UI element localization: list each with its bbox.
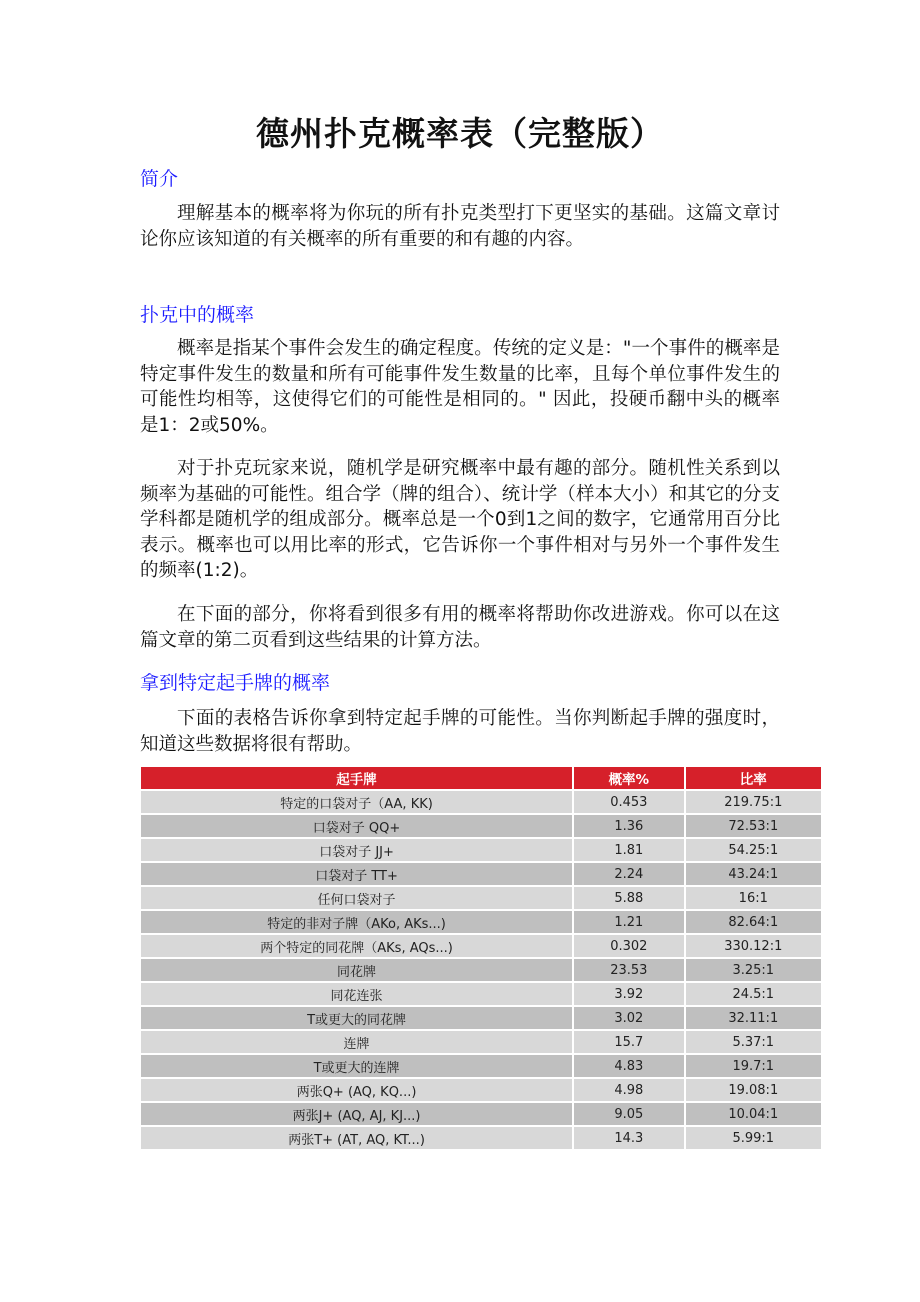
table-body: [141, 791, 821, 1149]
table-row: [141, 863, 821, 885]
cell-probability: 0.302: [574, 935, 685, 957]
table-row: [141, 791, 821, 813]
page-title: 德州扑克概率表（完整版）: [256, 114, 664, 153]
cell-odds: 330.12:1: [686, 935, 821, 957]
cell-probability: 5.88: [574, 887, 685, 909]
cell-hand: T或更大的同花牌: [141, 1007, 574, 1029]
cell-odds: 19.7:1: [686, 1055, 821, 1077]
cell-probability: 1.81: [574, 839, 685, 861]
cell-hand: 两张T+ (AT, AQ, KT...): [141, 1127, 574, 1149]
probability-paragraph-1: 概率是指某个事件会发生的确定程度。传统的定义是："一个事件的概率是特定事件发生的数量和所有可能事件发生数量的比率，且每个单位事件发生的可能性均相等，这使得它们的可能性是相同的。" 因此，投硬币翻中头的概率是1：2或50%。: [140, 338, 780, 436]
cell-hand: 同花牌: [141, 959, 574, 981]
cell-hand: 特定的口袋对子（AA, KK): [141, 791, 574, 813]
cell-odds: 10.04:1: [686, 1103, 821, 1125]
section-heading-intro: 简介: [140, 168, 179, 190]
cell-odds: 32.11:1: [686, 1007, 821, 1029]
table-header-row: [141, 767, 821, 789]
intro-paragraph: 理解基本的概率将为你玩的所有扑克类型打下更坚实的基础。这篇文章讨论你应该知道的有关概率的所有重要的和有趣的内容。: [140, 203, 780, 250]
table-row: [141, 959, 821, 981]
cell-odds: 72.53:1: [686, 815, 821, 837]
table-row: [141, 911, 821, 933]
probability-paragraph-3: 在下面的部分，你将看到很多有用的概率将帮助你改进游戏。你可以在这篇文章的第二页看到这些结果的计算方法。: [140, 604, 780, 651]
cell-hand: T或更大的连牌: [141, 1055, 574, 1077]
cell-hand: 连牌: [141, 1031, 574, 1053]
cell-hand: 任何口袋对子: [141, 887, 574, 909]
cell-hand: 特定的非对子牌（AKo, AKs...): [141, 911, 574, 933]
table-row: [141, 887, 821, 909]
cell-odds: 16:1: [686, 887, 821, 909]
cell-odds: 5.99:1: [686, 1127, 821, 1149]
starting-hand-odds-table: [141, 765, 821, 1151]
cell-hand: 口袋对子 TT+: [141, 863, 574, 885]
table-row: [141, 935, 821, 957]
cell-odds: 43.24:1: [686, 863, 821, 885]
cell-hand: 口袋对子 QQ+: [141, 815, 574, 837]
cell-odds: 19.08:1: [686, 1079, 821, 1101]
cell-probability: 0.453: [574, 791, 685, 813]
table-row: [141, 1127, 821, 1149]
cell-probability: 15.7: [574, 1031, 685, 1053]
table-row: [141, 815, 821, 837]
column-header-odds: 比率: [686, 767, 821, 789]
cell-probability: 1.21: [574, 911, 685, 933]
section-heading-starting-hands: 拿到特定起手牌的概率: [140, 672, 331, 694]
cell-odds: 5.37:1: [686, 1031, 821, 1053]
table-row: [141, 1031, 821, 1053]
table-row: [141, 1079, 821, 1101]
cell-probability: 4.98: [574, 1079, 685, 1101]
cell-probability: 1.36: [574, 815, 685, 837]
cell-hand: 同花连张: [141, 983, 574, 1005]
section-heading-probability: 扑克中的概率: [140, 304, 255, 326]
table-row: [141, 1007, 821, 1029]
table-row: [141, 839, 821, 861]
table-row: [141, 1103, 821, 1125]
cell-probability: 23.53: [574, 959, 685, 981]
cell-hand: 口袋对子 JJ+: [141, 839, 574, 861]
cell-hand: 两张J+ (AQ, AJ, KJ...): [141, 1103, 574, 1125]
cell-odds: 82.64:1: [686, 911, 821, 933]
table-row: [141, 1055, 821, 1077]
column-header-probability: 概率%: [574, 767, 685, 789]
cell-probability: 14.3: [574, 1127, 685, 1149]
cell-probability: 9.05: [574, 1103, 685, 1125]
cell-probability: 3.02: [574, 1007, 685, 1029]
table-row: [141, 983, 821, 1005]
column-header-hand: 起手牌: [141, 767, 574, 789]
cell-probability: 2.24: [574, 863, 685, 885]
probability-paragraph-2: 对于扑克玩家来说，随机学是研究概率中最有趣的部分。随机性关系到以频率为基础的可能性。组合学（牌的组合）、统计学（样本大小）和其它的分支学科都是随机学的组成部分。概率总是一个0到1之间的数字，它通常用百分比表示。概率也可以用比率的形式，它告诉你一个事件相对与另外一个事件发生的频率(1:2)。: [140, 458, 780, 581]
cell-odds: 24.5:1: [686, 983, 821, 1005]
cell-odds: 54.25:1: [686, 839, 821, 861]
cell-hand: 两个特定的同花牌（AKs, AQs...): [141, 935, 574, 957]
cell-hand: 两张Q+ (AQ, KQ...): [141, 1079, 574, 1101]
cell-odds: 219.75:1: [686, 791, 821, 813]
starting-hands-paragraph: 下面的表格告诉你拿到特定起手牌的可能性。当你判断起手牌的强度时，知道这些数据将很有帮助。: [140, 708, 780, 755]
cell-odds: 3.25:1: [686, 959, 821, 981]
cell-probability: 3.92: [574, 983, 685, 1005]
cell-probability: 4.83: [574, 1055, 685, 1077]
